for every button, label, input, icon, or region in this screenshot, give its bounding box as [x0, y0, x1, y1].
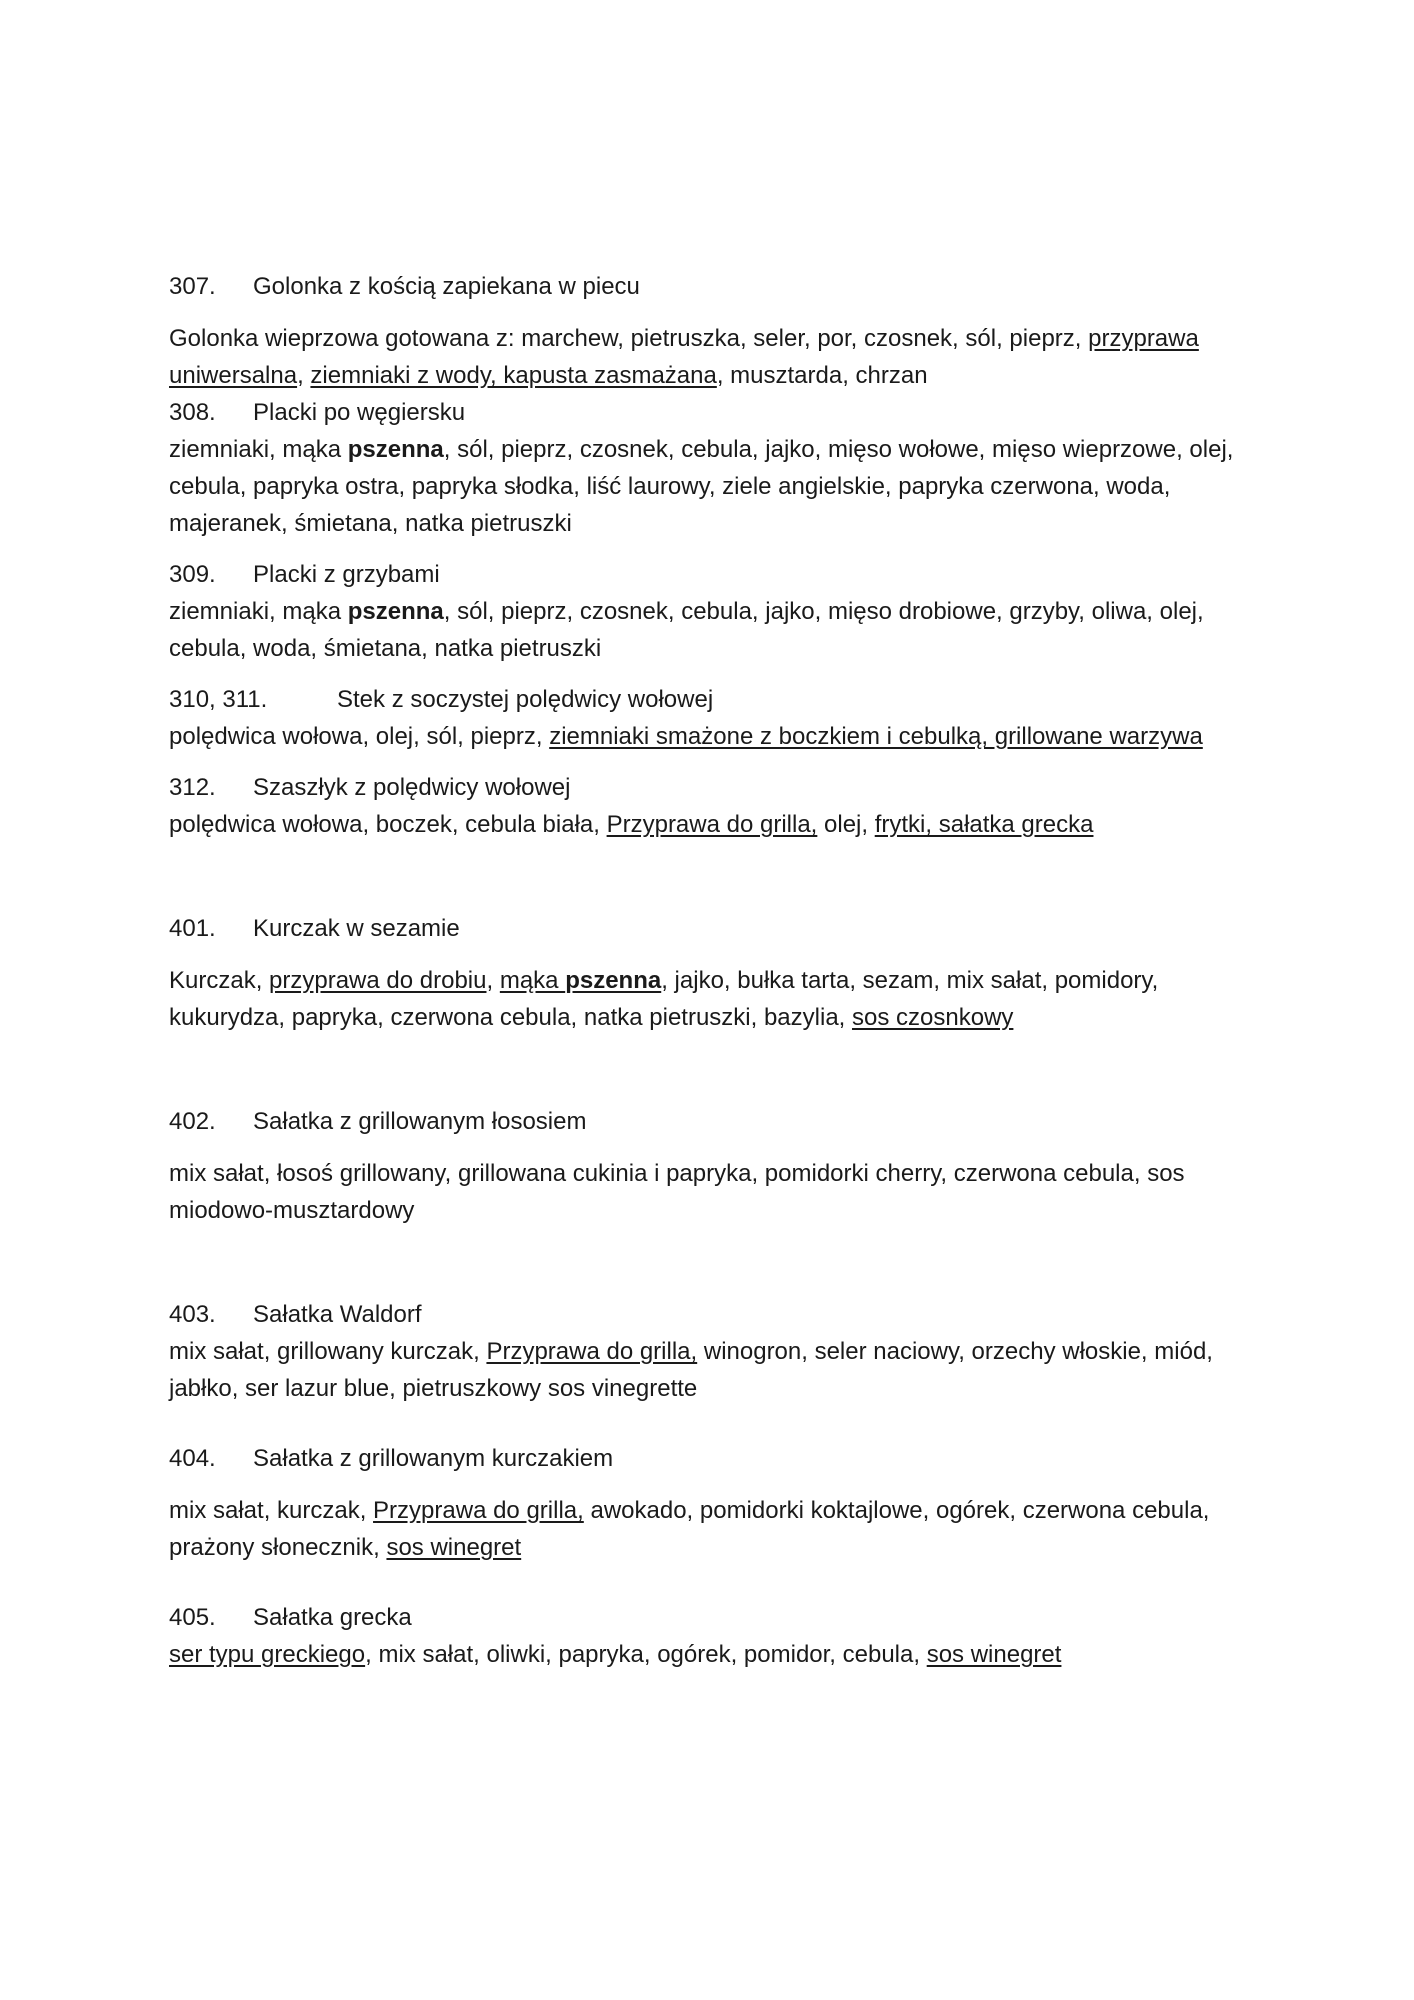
item-number: 404.	[169, 1445, 216, 1472]
item-number: 402.	[169, 1108, 216, 1135]
item-number: 308.	[169, 399, 216, 426]
item-number: 307.	[169, 273, 216, 300]
item-title: Stek z soczystej polędwicy wołowej	[337, 686, 714, 713]
menu-item-403	[169, 1296, 1259, 1407]
menu-item-402	[169, 1103, 1259, 1229]
menu-item-405	[169, 1599, 1259, 1673]
menu-item-312	[169, 769, 1259, 843]
menu-document	[169, 268, 1259, 1673]
item-title: Placki z grzybami	[253, 561, 440, 588]
item-title: Placki po węgiersku	[253, 399, 466, 426]
item-title: Sałatka Waldorf	[253, 1301, 422, 1328]
item-number: 403.	[169, 1301, 216, 1328]
item-ingredients: mix sałat, kurczak, Przyprawa do grilla, awokado, pomidorki koktajlowe, ogórek, czerwona cebula, prażony słonecznik, sos winegret	[169, 1497, 1210, 1561]
item-number: 312.	[169, 774, 216, 801]
item-ingredients: Kurczak, przyprawa do drobiu, mąka pszenna, jajko, bułka tarta, sezam, mix sałat, pomidory, kukurydza, papryka, czerwona cebula, natka pietruszki, bazylia, sos czosnkowy	[169, 967, 1159, 1031]
item-title: Sałatka grecka	[253, 1604, 412, 1631]
item-ingredients: mix sałat, łosoś grillowany, grillowana cukinia i papryka, pomidorki cherry, czerwona cebula, sos miodowo-musztardowy	[169, 1160, 1185, 1224]
item-title: Sałatka z grillowanym łososiem	[253, 1108, 587, 1135]
menu-item-307	[169, 268, 1259, 394]
menu-item-404	[169, 1440, 1259, 1566]
item-ingredients: ser typu greckiego, mix sałat, oliwki, papryka, ogórek, pomidor, cebula, sos winegret	[169, 1641, 1062, 1668]
item-ingredients: polędwica wołowa, boczek, cebula biała, Przyprawa do grilla, olej, frytki, sałatka grecka	[169, 811, 1094, 838]
menu-item-308	[169, 394, 1259, 542]
item-number: 405.	[169, 1604, 216, 1631]
item-ingredients: mix sałat, grillowany kurczak, Przyprawa do grilla, winogron, seler naciowy, orzechy włoskie, miód, jabłko, ser lazur blue, pietruszkowy sos vinegrette	[169, 1338, 1213, 1402]
item-number: 310, 311.	[169, 686, 268, 713]
item-title: Golonka z kością zapiekana w piecu	[253, 273, 640, 300]
menu-item-401	[169, 910, 1259, 1036]
item-ingredients: Golonka wieprzowa gotowana z: marchew, pietruszka, seler, por, czosnek, sól, pieprz, przyprawa uniwersalna, ziemniaki z wody, kapusta zasmażana, musztarda, chrzan	[169, 325, 1199, 389]
item-ingredients: ziemniaki, mąka pszenna, sól, pieprz, czosnek, cebula, jajko, mięso drobiowe, grzyby, oliwa, olej, cebula, woda, śmietana, natka pietruszki	[169, 598, 1204, 662]
item-ingredients: polędwica wołowa, olej, sól, pieprz, ziemniaki smażone z boczkiem i cebulką, grillowane warzywa	[169, 723, 1203, 750]
menu-item-309	[169, 556, 1259, 667]
item-title: Kurczak w sezamie	[253, 915, 460, 942]
item-title: Szaszłyk z polędwicy wołowej	[253, 774, 571, 801]
item-title: Sałatka z grillowanym kurczakiem	[253, 1445, 614, 1472]
menu-item-310-311	[169, 681, 1259, 755]
item-number: 309.	[169, 561, 216, 588]
item-number: 401.	[169, 915, 216, 942]
item-ingredients: ziemniaki, mąka pszenna, sól, pieprz, czosnek, cebula, jajko, mięso wołowe, mięso wieprzowe, olej, cebula, papryka ostra, papryka słodka, liść laurowy, ziele angielskie, papryka czerwona, woda, majeranek, śmietana, natka pietruszki	[169, 436, 1234, 537]
